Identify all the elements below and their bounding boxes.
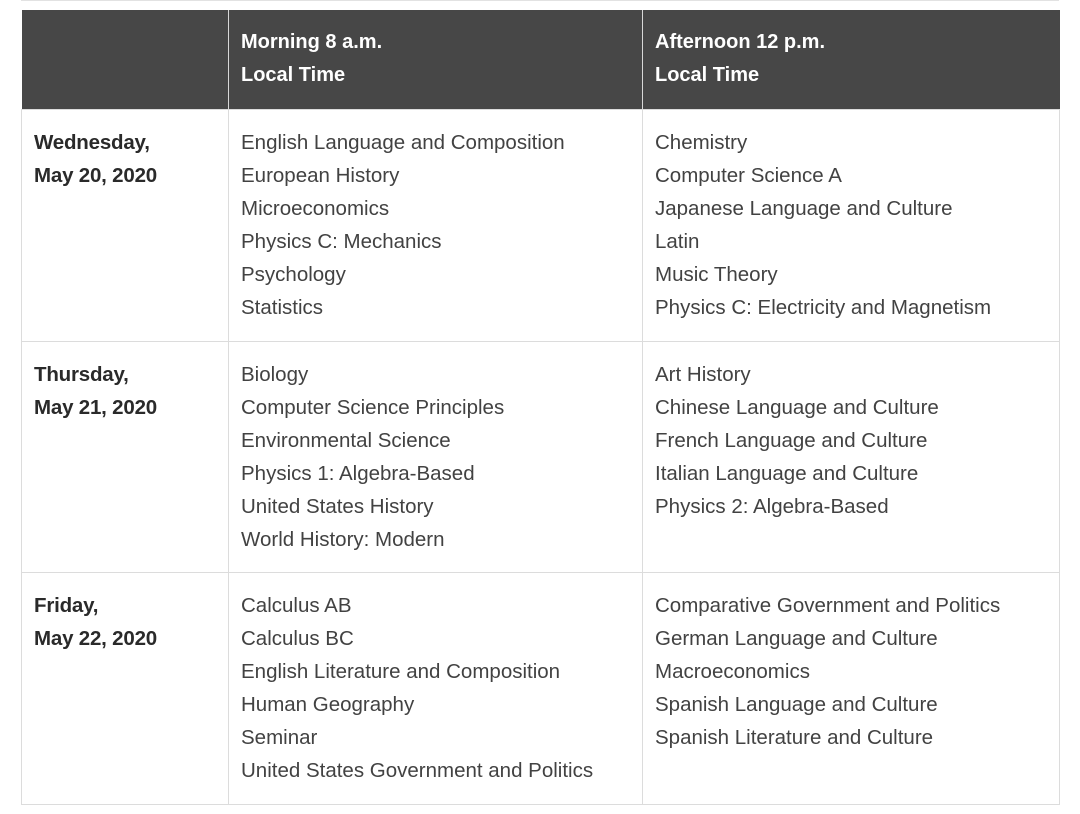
subject-item: English Literature and Composition: [241, 659, 561, 683]
subject-item: French Language and Culture: [655, 428, 928, 452]
table-row: [22, 572, 1060, 804]
header-day-cell: [22, 10, 229, 109]
subject-item: Comparative Government and Politics: [655, 593, 1001, 617]
subject-item: Psychology: [241, 262, 346, 286]
header-afternoon-time: Afternoon 12 p.m.: [655, 31, 826, 53]
header-afternoon-cell: [643, 10, 1060, 109]
morning-subjects-cell: [229, 572, 643, 804]
morning-subjects-cell: [229, 109, 643, 341]
subject-item: Seminar: [241, 725, 318, 749]
subject-item: Spanish Language and Culture: [655, 692, 938, 716]
header-morning-cell: [229, 10, 643, 109]
day-date: May 22, 2020: [34, 626, 157, 650]
subject-item: Human Geography: [241, 692, 415, 716]
day-name: Thursday,: [34, 362, 129, 386]
day-date: May 21, 2020: [34, 395, 157, 419]
subject-item: Latin: [655, 229, 700, 253]
subject-item: Computer Science A: [655, 163, 842, 187]
subject-item: Microeconomics: [241, 196, 390, 220]
day-name: Friday,: [34, 593, 99, 617]
subject-item: Chinese Language and Culture: [655, 395, 939, 419]
afternoon-subjects-cell: [643, 341, 1060, 572]
subject-item: Macroeconomics: [655, 659, 810, 683]
subject-item: Spanish Literature and Culture: [655, 725, 934, 749]
subject-item: Environmental Science: [241, 428, 451, 452]
subject-item: United States History: [241, 494, 434, 518]
header-morning-time: Morning 8 a.m.: [241, 31, 383, 53]
subject-item: World History: Modern: [241, 527, 445, 551]
table-row: [22, 341, 1060, 572]
header-afternoon-local: Local Time: [655, 64, 760, 86]
table-header: [22, 10, 1060, 109]
subject-item: Physics C: Mechanics: [241, 229, 442, 253]
subject-item: Statistics: [241, 295, 324, 319]
table-row: [22, 109, 1060, 341]
day-cell: [22, 109, 229, 341]
subject-item: United States Government and Politics: [241, 758, 594, 782]
subject-item: Computer Science Principles: [241, 395, 505, 419]
subject-item: Music Theory: [655, 262, 778, 286]
header-morning-local: Local Time: [241, 64, 346, 86]
subject-item: Physics 1: Algebra-Based: [241, 461, 475, 485]
day-cell: [22, 572, 229, 804]
subject-item: Chemistry: [655, 130, 748, 154]
day-cell: [22, 341, 229, 572]
subject-item: Biology: [241, 362, 309, 386]
subject-item: English Language and Composition: [241, 130, 565, 154]
morning-subjects-cell: [229, 341, 643, 572]
subject-item: European History: [241, 163, 400, 187]
exam-schedule-table: [21, 10, 1060, 805]
afternoon-subjects-cell: [643, 109, 1060, 341]
subject-item: German Language and Culture: [655, 626, 938, 650]
header-row: [22, 10, 1060, 109]
subject-item: Physics C: Electricity and Magnetism: [655, 295, 992, 319]
subject-item: Japanese Language and Culture: [655, 196, 953, 220]
afternoon-subjects-cell: [643, 572, 1060, 804]
top-divider: [21, 0, 1059, 1]
subject-item: Art History: [655, 362, 751, 386]
table-body: [22, 109, 1060, 804]
day-date: May 20, 2020: [34, 163, 157, 187]
day-name: Wednesday,: [34, 130, 150, 154]
subject-item: Italian Language and Culture: [655, 461, 919, 485]
subject-item: Calculus AB: [241, 593, 352, 617]
subject-item: Calculus BC: [241, 626, 354, 650]
subject-item: Physics 2: Algebra-Based: [655, 494, 889, 518]
